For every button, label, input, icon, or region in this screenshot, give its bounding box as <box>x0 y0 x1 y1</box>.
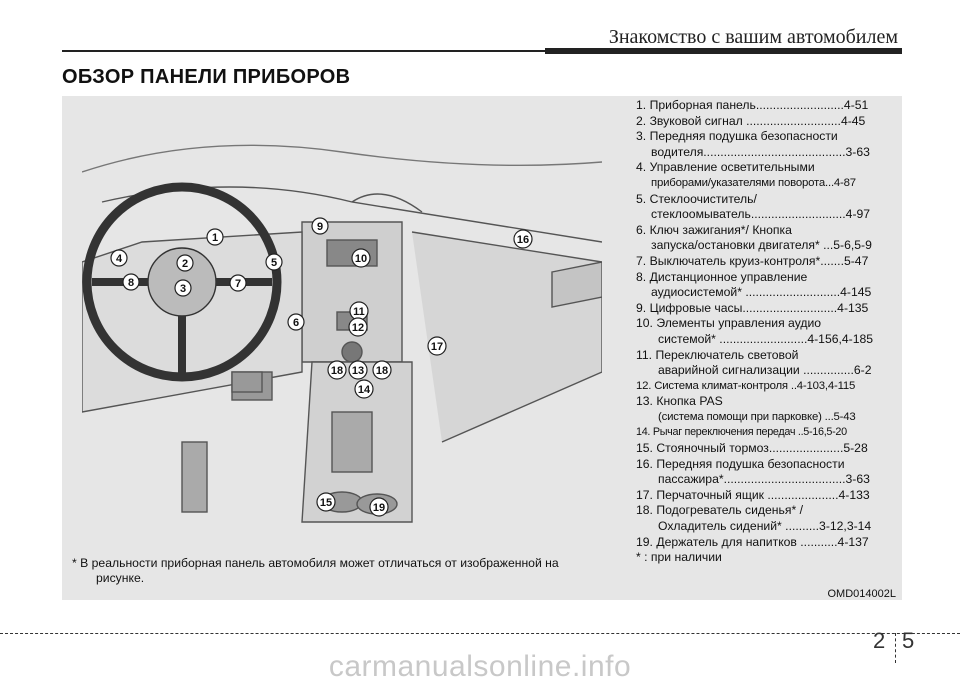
svg-text:3: 3 <box>179 283 187 295</box>
callout-18-right <box>373 361 391 379</box>
svg-text:14: 14 <box>357 384 371 396</box>
callout-5 <box>266 254 282 270</box>
callout-3 <box>175 280 191 296</box>
legend-item: 9. Цифровые часы............................4-135 <box>636 300 869 315</box>
component-legend <box>636 98 898 566</box>
callout-8 <box>123 274 139 290</box>
watermark: carmanualsonline.info <box>328 650 632 683</box>
callout-19 <box>370 498 388 516</box>
svg-text:10: 10 <box>354 253 368 265</box>
chapter-number: 2 <box>873 628 886 653</box>
footer-rule <box>0 633 960 634</box>
note-line-1: * В реальности приборная панель автомобиля может отличаться от изображенной на <box>72 556 559 570</box>
legend-item: 15. Стояночный тормоз......................5-28 <box>636 441 868 456</box>
callout-6 <box>288 314 304 330</box>
callout-16 <box>514 230 532 248</box>
callout-1 <box>207 229 223 245</box>
illustration-note <box>72 556 612 586</box>
callout-10 <box>352 249 370 267</box>
callout-14 <box>355 380 373 398</box>
callout-7 <box>230 275 246 291</box>
svg-text:1: 1 <box>211 232 219 244</box>
svg-text:18: 18 <box>375 365 389 377</box>
callout-15 <box>317 493 335 511</box>
header-bar <box>545 48 902 54</box>
svg-text:11: 11 <box>353 306 365 318</box>
note-line-2: рисунке. <box>96 571 145 585</box>
svg-text:17: 17 <box>430 341 444 353</box>
legend-item: 3. Передняя подушка безопасности водителя..........................................3-63 <box>636 129 870 159</box>
section-title: ОБЗОР ПАНЕЛИ ПРИБОРОВ <box>62 66 351 88</box>
legend-item: 7. Выключатель круиз-контроля*.......5-47 <box>636 253 869 268</box>
legend-item: 18. Подогреватель сиденья* / Охладитель сидений* ..........3-12,3-14 <box>636 503 872 534</box>
chapter-header-title: Знакомство с вашим автомобилем <box>608 26 898 48</box>
svg-text:16: 16 <box>516 234 530 246</box>
legend-item: 17. Перчаточный ящик .....................4-133 <box>636 487 870 502</box>
legend-item: 5. Стеклоочиститель/ стеклоомыватель............................4-97 <box>636 191 871 222</box>
svg-text:4: 4 <box>115 253 123 265</box>
callout-18-left <box>328 361 346 379</box>
legend-item: 10. Элементы управления аудио системой* ..........................4-156,4-185 <box>636 316 874 346</box>
legend-item: 2. Звуковой сигнал ............................4-45 <box>636 113 866 128</box>
svg-text:7: 7 <box>234 278 242 290</box>
svg-text:19: 19 <box>372 502 386 514</box>
svg-text:12: 12 <box>351 322 365 334</box>
legend-item: 16. Передняя подушка безопасности пассажира*....................................3-63 <box>636 456 870 487</box>
legend-item: 14. Рычаг переключения передач ..5-16,5-20 <box>636 426 847 439</box>
svg-text:8: 8 <box>127 277 135 289</box>
dashboard-illustration <box>82 112 602 550</box>
callout-2 <box>177 255 193 271</box>
svg-text:9: 9 <box>316 221 324 233</box>
callout-9 <box>312 218 328 234</box>
svg-text:2: 2 <box>181 258 189 270</box>
callout-13 <box>349 361 367 379</box>
svg-text:18: 18 <box>330 365 344 377</box>
legend-item: 19. Держатель для напитков ...........4-137 <box>636 534 869 549</box>
legend-footnote: * : при наличии <box>636 550 722 565</box>
image-code: OMD014002L <box>827 588 896 600</box>
legend-item: 12. Система климат-контроля ..4-103,4-115 <box>636 379 856 392</box>
callout-11 <box>350 302 368 320</box>
page-number: 5 <box>902 628 915 653</box>
svg-text:15: 15 <box>319 497 333 509</box>
legend-item: 8. Дистанционное управление аудиосистемой* ............................4-145 <box>636 269 872 300</box>
legend-item: 4. Управление осветительными приборами/указателями поворота...4-87 <box>636 160 856 189</box>
svg-text:13: 13 <box>351 365 365 377</box>
callout-17 <box>428 337 446 355</box>
svg-text:6: 6 <box>292 317 300 329</box>
legend-item: 6. Ключ зажигания*/ Кнопка запуска/остановки двигателя* ...5-6,5-9 <box>636 222 872 253</box>
svg-text:5: 5 <box>270 257 278 269</box>
legend-item: 1. Приборная панель..........................4-51 <box>636 98 869 112</box>
legend-item: 11. Переключатель световой аварийной сигнализации ...............6-2 <box>636 347 872 378</box>
callout-4 <box>111 250 127 266</box>
callout-12 <box>349 318 367 336</box>
legend-item: 13. Кнопка PAS (система помощи при парковке) ...5-43 <box>636 394 856 423</box>
